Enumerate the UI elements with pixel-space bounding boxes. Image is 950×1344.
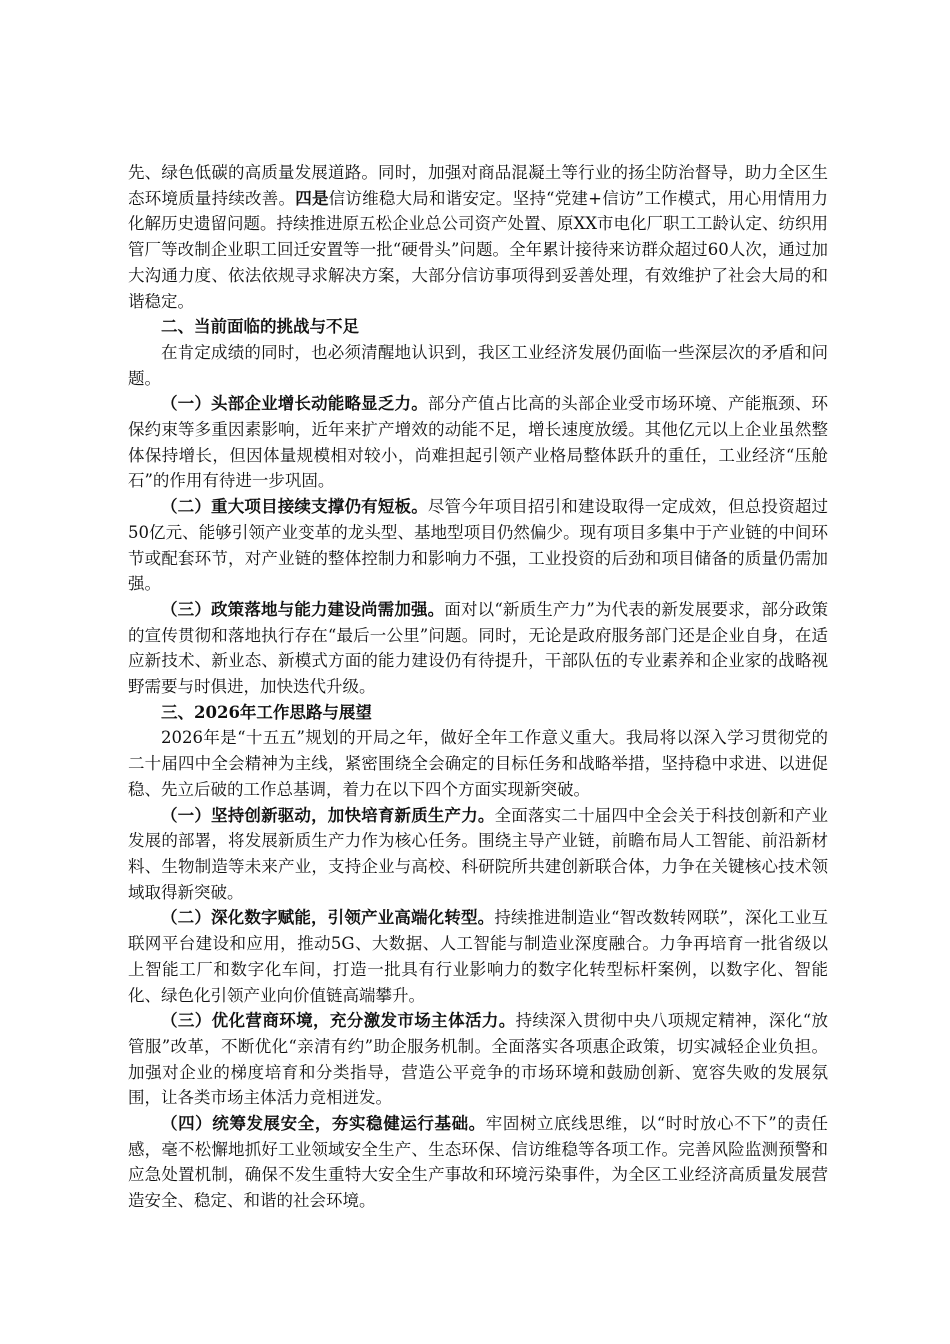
paragraph-text: 尽管今年项目招引和建设取得一定成效，但总投资超过50亿元、能够引领产业变革的龙头型、基地型项目仍然偏少。现有项目多集中于产业链的中间环节或配套环节，对产业链的整体控制力和影响力不强，工业投资的后劲和项目储备的质量仍需加强。 xyxy=(128,497,829,594)
paragraph-continuation xyxy=(128,160,828,314)
paragraph-text: 持续深入贯彻中央八项规定精神，深化“放管服”改革，不断优化“亲清有约”助企服务机制。全面落实各项惠企政策，切实减轻企业负担。加强对企业的梯度培育和分类指导，营造公平竞争的市场环境和鼓励创新、宽容失败的发展氛围，让各类市场主体活力竞相迸发。 xyxy=(128,1011,829,1108)
section-heading-text: 二、当前面临的挑战与不足 xyxy=(161,317,359,337)
bold-lead: 四是 xyxy=(295,188,329,208)
paragraph-text: 全面落实二十届四中全会关于科技创新和产业发展的部署，将发展新质生产力作为核心任务。围绕主导产业链，前瞻布局人工智能、前沿新材料、生物制造等未来产业，支持企业与高校、科研院所共建创新联合体，力争在关键核心技术领域取得新突破。 xyxy=(128,805,829,902)
paragraph-outlook-intro xyxy=(128,725,828,802)
subheading: （三）政策落地与能力建设尚需加强。 xyxy=(161,599,445,619)
paragraph-intro xyxy=(128,340,828,391)
subheading: （四）统筹发展安全，夯实稳健运行基础。 xyxy=(161,1114,486,1134)
document-page xyxy=(128,160,828,1214)
paragraph-challenge-2 xyxy=(128,494,828,597)
paragraph-text: 在肯定成绩的同时，也必须清醒地认识到，我区工业经济发展仍面临一些深层次的矛盾和问题。 xyxy=(128,342,828,388)
subheading: （一）坚持创新驱动，加快培育新质生产力。 xyxy=(161,805,495,825)
subheading: （二）重大项目接续支撑仍有短板。 xyxy=(161,497,428,517)
paragraph-plan-2 xyxy=(128,905,828,1008)
paragraph-text: 信访维稳大局和谐安定。坚持“党建+信访”工作模式，用心用情用力化解历史遗留问题。持续推进原五松企业总公司资产处置、原XX市电化厂职工工龄认定、纺织用管厂等改制企业职工回迁安置等一批“硬骨头”问题。全年累计接待来访群众超过60人次，通过加大沟通力度、依法依规寻求解决方案，大部分信访事项得到妥善处理，有效维护了社会大局的和谐稳定。 xyxy=(128,188,829,311)
paragraph-text: 持续推进制造业“智改数转网联”，深化工业互联网平台建设和应用，推动5G、大数据、人工智能与制造业深度融合。力争再培育一批省级以上智能工厂和数字化车间，打造一批具有行业影响力的数字化转型标杆案例，以数字化、智能化、绿色化引领产业向价值链高端攀升。 xyxy=(128,908,828,1005)
paragraph-challenge-1 xyxy=(128,391,828,494)
paragraph-text: 面对以“新质生产力”为代表的新发展要求，部分政策的宣传贯彻和落地执行存在“最后一公里”问题。同时，无论是政府服务部门还是企业自身，在适应新技术、新业态、新模式方面的能力建设仍有待提升，干部队伍的专业素养和企业家的战略视野需要与时俱进，加快迭代升级。 xyxy=(128,599,829,697)
paragraph-text: 部分产值占比高的头部企业受市场环境、产能瓶颈、环保约束等多重因素影响，近年来扩产增效的动能不足，增长速度放缓。其他亿元以上企业虽然整体保持增长，但因体量规模相对较小，尚难担起引领产业格局整体跃升的重任，工业经济“压舱石”的作用有待进一步巩固。 xyxy=(128,394,829,491)
section-heading-2 xyxy=(128,314,828,340)
paragraph-plan-4 xyxy=(128,1111,828,1214)
section-heading-3 xyxy=(128,700,828,726)
subheading: （三）优化营商环境，充分激发市场主体活力。 xyxy=(161,1011,516,1031)
paragraph-text: 牢固树立底线思维，以“时时放心不下”的责任感，毫不松懈地抓好工业领域安全生产、生态环保、信访维稳等各项工作。完善风险监测预警和应急处置机制，确保不发生重特大安全生产事故和环境污染事件，为全区工业经济高质量发展营造安全、稳定、和谐的社会环境。 xyxy=(128,1114,829,1211)
paragraph-plan-1 xyxy=(128,803,828,906)
paragraph-plan-3 xyxy=(128,1008,828,1111)
paragraph-text: 2026年是“十五五”规划的开局之年，做好全年工作意义重大。我局将以深入学习贯彻党的二十届四中全会精神为主线，紧密围绕全会确定的目标任务和战略举措，坚持稳中求进、以进促稳、先立后破的工作总基调，着力在以下四个方面实现新突破。 xyxy=(128,728,828,799)
section-heading-text: 三、2026年工作思路与展望 xyxy=(161,702,372,722)
subheading: （一）头部企业增长动能略显乏力。 xyxy=(161,394,428,414)
paragraph-text: 先、绿色低碳的高质量发展道路。同时，加强对商品混凝土等行业的扬尘防治督导，助力全区生态环境质量持续改善。 xyxy=(128,163,828,208)
paragraph-challenge-3 xyxy=(128,597,828,700)
subheading: （二）深化数字赋能，引领产业高端化转型。 xyxy=(161,908,495,928)
